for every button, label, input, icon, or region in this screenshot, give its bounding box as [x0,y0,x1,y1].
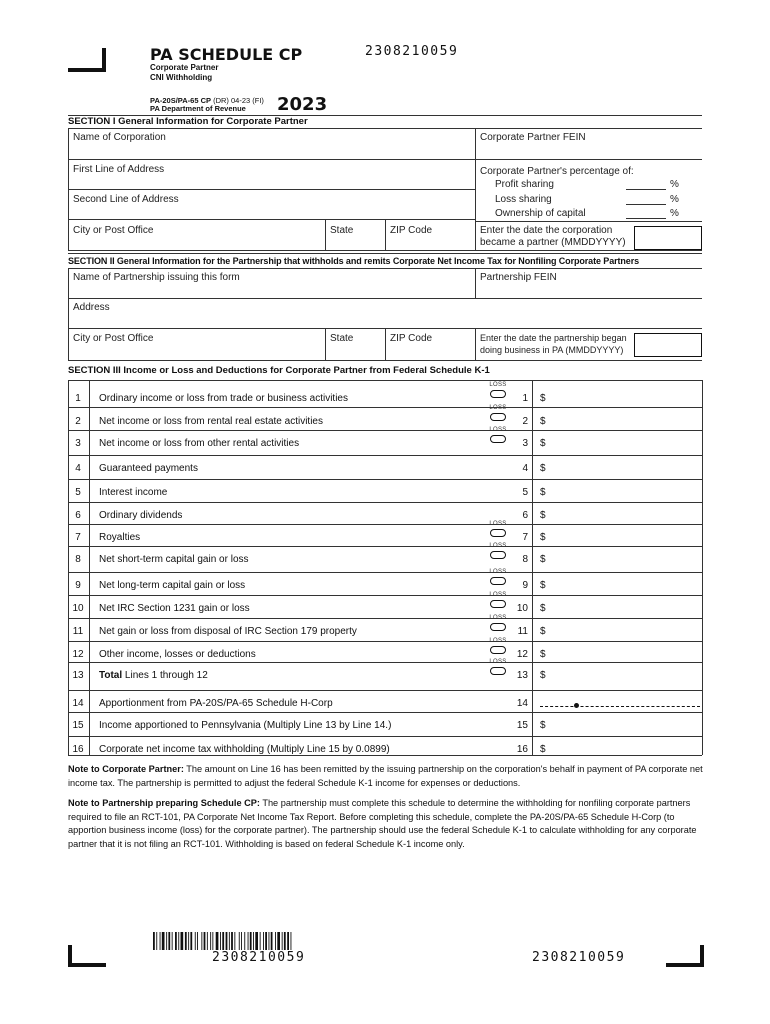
line-description: Interest income [99,487,168,498]
partnership-fein-field[interactable]: Partnership FEIN [480,272,557,283]
k1-line-10 [68,592,702,617]
barcode-bar [229,932,230,950]
k1-line-9 [68,569,702,594]
k1-line-7 [68,521,702,546]
tax-year: 2023 [277,94,328,115]
line-number: 6 [75,510,81,521]
loss-checkbox[interactable] [488,521,508,537]
barcode-bar [282,932,283,950]
partnership-name-field[interactable]: Name of Partnership issuing this form [73,272,240,283]
line-number-right: 9 [522,580,528,591]
loss-checkbox[interactable] [488,405,508,421]
loss-oval-icon [490,667,506,675]
loss-oval-icon [490,551,506,559]
line-number-right: 2 [522,416,528,427]
line-amount-field[interactable]: $ [540,744,546,755]
note-partnership [68,797,708,851]
partner-date-label-1: Enter the date the corporation [480,225,613,236]
loss-checkbox[interactable] [488,659,508,675]
barcode-bar [253,932,254,950]
k1-line-16 [68,736,702,758]
first-address-field[interactable]: First Line of Address [73,164,165,175]
note2-label: Note to Partnership preparing Schedule CP: [68,798,260,808]
line-description: Net long-term capital gain or loss [99,580,246,591]
barcode-bar [269,932,270,950]
section1-city-field[interactable]: City or Post Office [73,225,154,236]
line-description: Net gain or loss from disposal of IRC Section 179 property [99,626,357,637]
barcode-bar [216,932,219,950]
line-number: 1 [75,393,81,404]
line-number-right: 4 [522,463,528,474]
barcode-bar [168,932,170,950]
barcode-bar [239,932,240,950]
line-amount-field[interactable]: $ [540,438,546,449]
loss-oval-icon [490,390,506,398]
barcode-bar [201,932,202,950]
barcode-bar [284,932,286,950]
line-amount-field[interactable]: $ [540,510,546,521]
k1-line-15 [68,712,702,734]
line-number-right: 10 [516,603,528,614]
line-number-right: 13 [516,670,528,681]
line-amount-field[interactable]: $ [540,463,546,474]
barcode-bar [197,932,198,950]
loss-label: LOSS [489,382,507,388]
barcode-bar [260,932,261,950]
barcode-bar [153,932,155,950]
line-amount-field[interactable]: $ [540,720,546,731]
loss-checkbox[interactable] [488,638,508,654]
barcode-bar [244,932,245,950]
barcode-bar [220,932,221,950]
line-description: Net short-term capital gain or loss [99,554,249,565]
line-description-rest: Lines 1 through 12 [122,670,208,681]
corporate-partner-fein-field[interactable]: Corporate Partner FEIN [480,132,586,143]
barcode-bar [226,932,228,950]
corporation-name-field[interactable]: Name of Corporation [73,132,166,143]
section2-state-field[interactable]: State [330,333,354,344]
note-corporate-partner [68,763,708,790]
k1-line-13 [68,659,702,684]
second-address-field[interactable]: Second Line of Address [73,194,179,205]
line-number: 8 [75,554,81,565]
line-number-right: 7 [522,532,528,543]
line-number: 9 [75,580,81,591]
line-number-right: 3 [522,438,528,449]
section-2-title: SECTION II General Information for the Partnership that withholds and remits Corporate Net Income Tax for Nonfiling Corporate Partners [68,256,640,266]
line-description: Net IRC Section 1231 gain or loss [99,603,250,614]
note1-label: Note to Corporate Partner: [68,764,184,774]
barcode-bar [234,932,235,950]
line-number-right: 11 [517,626,528,637]
line-number-right: 14 [516,698,528,709]
loss-checkbox[interactable] [488,569,508,585]
loss-checkbox[interactable] [488,382,508,398]
line-description-bold: Total [99,670,123,681]
ownership-capital-field[interactable] [626,218,666,219]
form-subtitle-1: Corporate Partner [150,63,219,72]
line-number: 7 [75,532,81,543]
barcode-bar [178,932,179,950]
line-amount-field[interactable]: $ [540,649,546,660]
decimal-point-icon [574,703,579,708]
barcode-bar [250,932,252,950]
loss-oval-icon [490,623,506,631]
loss-oval-icon [490,646,506,654]
loss-label: LOSS [489,521,507,527]
line-number-right: 12 [516,649,528,660]
loss-label: LOSS [489,405,507,411]
barcode-bar [195,932,196,950]
line-number-right: 16 [516,744,528,755]
k1-line-14 [68,690,702,712]
barcode-bar [265,932,267,950]
barcode-bar [263,932,264,950]
k1-line-6 [68,502,702,524]
barcode-bar [271,932,273,950]
form-code-rev: (DR) 04-23 (FI) [213,96,264,105]
loss-oval-icon [490,435,506,443]
line-description: Ordinary income or loss from trade or business activities [99,393,348,404]
corner-mark-bottom-left [68,945,106,967]
barcode-bar [185,932,187,950]
line-number-right: 15 [516,720,528,731]
k1-line-5 [68,479,702,501]
loss-checkbox[interactable] [488,615,508,631]
line-description: Ordinary dividends [99,510,183,521]
line-description: Corporate net income tax withholding (Multiply Line 15 by 0.0899) [99,744,390,755]
line-amount-field[interactable]: $ [540,580,546,591]
k1-line-11 [68,615,702,640]
barcode-bar [181,932,184,950]
percentage-title: Corporate Partner's percentage of: [480,166,634,177]
line-amount-field[interactable]: $ [540,626,546,637]
line-description: Guaranteed payments [99,463,198,474]
line-amount-field[interactable]: $ [540,393,546,404]
k1-line-3 [68,427,702,452]
barcode-bar [204,932,206,950]
line-number-right: 5 [522,487,528,498]
line-amount-field[interactable]: $ [540,416,546,427]
profit-sharing-pct: % [670,179,679,190]
loss-oval-icon [490,600,506,608]
line-amount-field[interactable]: $ [540,554,546,565]
loss-sharing-label: Loss sharing [495,194,552,205]
barcode-bar [241,932,242,950]
barcode-bar [231,932,233,950]
loss-sharing-pct: % [670,194,679,205]
barcode-bar [275,932,276,950]
loss-label: LOSS [489,659,507,665]
ownership-capital-label: Ownership of capital [495,208,586,219]
note2-text: The partnership must complete this schedule to determine the withholding for nonfiling corporate partners required to file an RCT-101, PA Corporate Net Income Tax Report. Before completing this schedule, complete the PA-20S/PA-65 Schedule H-Corp (to apportion business income (loss) for the corporate partner). The partnership should use the federal Schedule K-1 to calculate withholding for any corporate partner that it is not filing an RCT-101. Withholding is based on federal Schedule K-1 income only. [68,798,697,849]
barcode-bar [188,932,189,950]
line-number: 2 [75,416,81,427]
line-number: 16 [72,744,84,755]
loss-label: LOSS [489,592,507,598]
line-number-right: 6 [522,510,528,521]
business-date-label-1: Enter the date the partnership began [480,333,627,343]
line-amount-field[interactable]: $ [540,532,546,543]
loss-label: LOSS [489,543,507,549]
line-number: 13 [72,670,84,681]
line-description: Other income, losses or deductions [99,649,256,660]
section2-city-field[interactable]: City or Post Office [73,333,154,344]
line-number: 14 [72,698,84,709]
section1-zip-field[interactable]: ZIP Code [390,225,433,236]
loss-sharing-field[interactable] [626,204,666,205]
business-date-input[interactable] [634,333,702,357]
form-number-bottom: 2308210059 [532,950,626,965]
apportionment-input[interactable] [540,706,700,708]
loss-label: LOSS [489,569,507,575]
barcode-bar [207,932,208,950]
k1-line-4 [68,455,702,477]
form-title: PA SCHEDULE CP [150,45,303,64]
barcode-bar [287,932,289,950]
line-description: Net income or loss from rental real estate activities [99,416,323,427]
loss-oval-icon [490,413,506,421]
line-number-right: 8 [522,554,528,565]
section-1-title: SECTION I General Information for Corporate Partner [68,116,308,127]
corner-mark-top-left [68,48,106,72]
k1-line-12 [68,638,702,663]
loss-oval-icon [490,577,506,585]
line-number: 4 [75,463,81,474]
line-number: 15 [72,720,84,731]
k1-line-2 [68,405,702,430]
k1-line-8 [68,543,702,568]
profit-sharing-label: Profit sharing [495,179,554,190]
loss-checkbox[interactable] [488,427,508,443]
barcode [153,932,363,950]
line-number-right: 1 [522,393,528,404]
note1-text: The amount on Line 16 has been remitted by the issuing partnership on the corporation's behalf in payment of PA corporate net income tax. The partnership is permitted to adjust the federal Schedule K-1 income for expenses or deductions. [68,764,703,788]
barcode-bar [190,932,192,950]
partnership-address-field[interactable]: Address [73,302,110,313]
barcode-bar [212,932,213,950]
barcode-bar [248,932,249,950]
barcode-bar [255,932,258,950]
profit-sharing-field[interactable] [626,189,666,190]
loss-label: LOSS [489,615,507,621]
barcode-bar [277,932,280,950]
department-name: PA Department of Revenue [150,104,246,113]
business-date-label-2: doing business in PA (MMDDYYYY) [480,345,624,355]
form-number-top: 2308210059 [365,44,459,59]
barcode-bar [156,932,157,950]
loss-oval-icon [490,529,506,537]
line-description: Royalties [99,532,141,543]
loss-checkbox[interactable] [488,592,508,608]
line-amount-field[interactable]: $ [540,487,546,498]
line-number: 12 [72,649,84,660]
ownership-capital-pct: % [670,208,679,219]
line-number: 11 [72,626,84,637]
line-description: Apportionment from PA-20S/PA-65 Schedule H-Corp [99,698,333,709]
corner-mark-bottom-right [666,945,704,967]
loss-label: LOSS [489,427,507,433]
line-description: Net income or loss from other rental activities [99,438,300,449]
line-description: Income apportioned to Pennsylvania (Multiply Line 13 by Line 14.) [99,720,392,731]
line-number: 10 [72,603,84,614]
barcode-bar [222,932,224,950]
form-subtitle-2: CNI Withholding [150,73,213,82]
form-code-main: PA-20S/PA-65 CP [150,96,211,105]
barcode-bar [172,932,173,950]
loss-checkbox[interactable] [488,543,508,559]
k1-line-1 [68,382,702,407]
barcode-bar [166,932,167,950]
line-number: 3 [75,438,81,449]
section-3-title: SECTION III Income or Loss and Deductions for Corporate Partner from Federal Schedule K-1 [68,365,490,376]
barcode-bar [160,932,161,950]
line-amount-field[interactable]: $ [540,670,546,681]
barcode-bar [210,932,211,950]
loss-label: LOSS [489,638,507,644]
line-number: 5 [75,487,81,498]
section1-state-field[interactable]: State [330,225,354,236]
partner-date-label-2: became a partner (MMDDYYYY) [480,237,626,248]
line-amount-field[interactable]: $ [540,603,546,614]
barcode-bar [175,932,177,950]
line-description [99,670,208,681]
row-divider [68,755,702,756]
section2-zip-field[interactable]: ZIP Code [390,333,433,344]
barcode-number: 2308210059 [212,950,306,965]
barcode-bar [291,932,292,950]
barcode-bar [162,932,165,950]
partner-date-input[interactable] [634,226,702,250]
